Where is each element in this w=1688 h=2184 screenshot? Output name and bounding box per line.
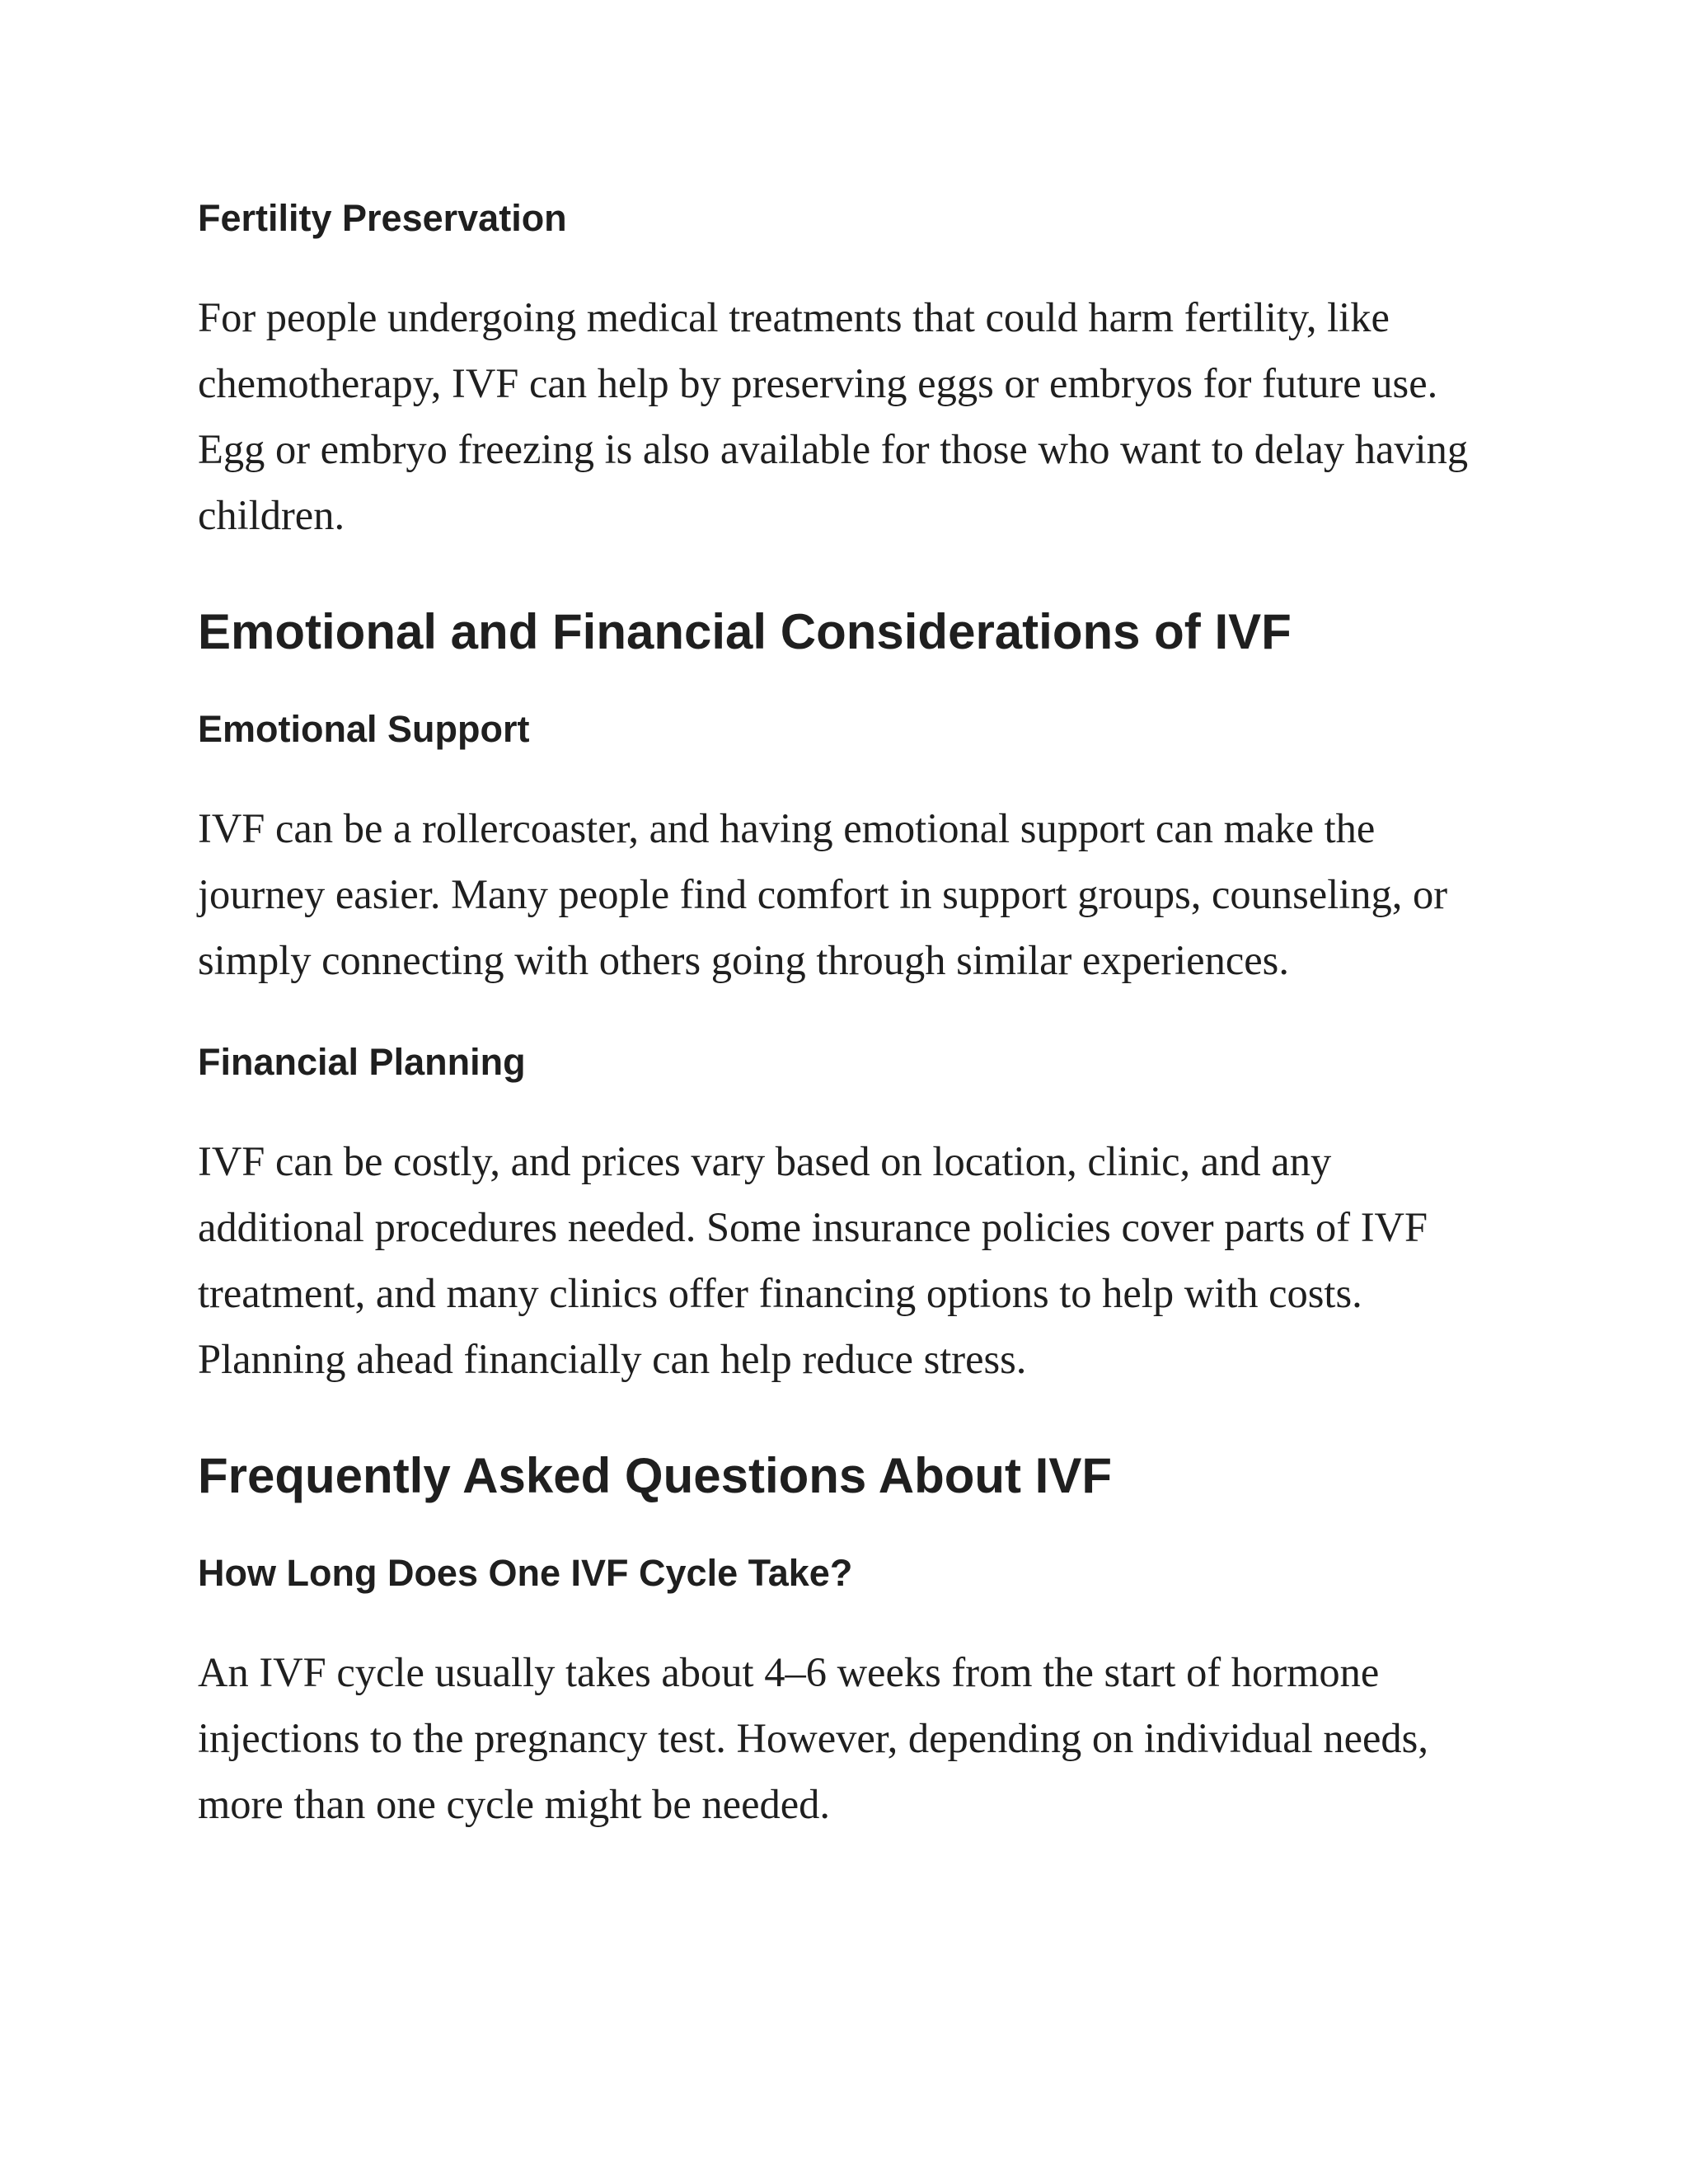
document-page xyxy=(198,194,1500,1837)
heading-faq: Frequently Asked Questions About IVF xyxy=(198,1448,1113,1503)
paragraph-financial-planning: IVF can be costly, and prices vary based on location, clinic, and any additional procedures needed. Some insurance policies cover parts of IVF treatment, and many clinics offer financing options to help with costs. Planning ahead financially can help reduce stress. xyxy=(198,1138,1428,1382)
paragraph-fertility-preservation: For people undergoing medical treatments that could harm fertility, like chemotherapy, IVF can help by preserving eggs or embryos for future use. Egg or embryo freezing is also available for those who want to delay having children. xyxy=(198,294,1469,538)
heading-ivf-cycle-length: How Long Does One IVF Cycle Take? xyxy=(198,1552,853,1594)
paragraph-ivf-cycle-length: An IVF cycle usually takes about 4–6 weeks from the start of hormone injections to the pregnancy test. However, depending on individual needs, more than one cycle might be needed. xyxy=(198,1649,1428,1827)
heading-emotional-support: Emotional Support xyxy=(198,708,530,750)
heading-fertility-preservation: Fertility Preservation xyxy=(198,197,567,239)
paragraph-emotional-support: IVF can be a rollercoaster, and having emotional support can make the journey easier. Many people find comfort in support groups, counseling, or simply connecting with others going through similar experiences. xyxy=(198,805,1448,983)
heading-emotional-financial-considerations: Emotional and Financial Considerations of IVF xyxy=(198,604,1292,659)
heading-financial-planning: Financial Planning xyxy=(198,1041,526,1083)
